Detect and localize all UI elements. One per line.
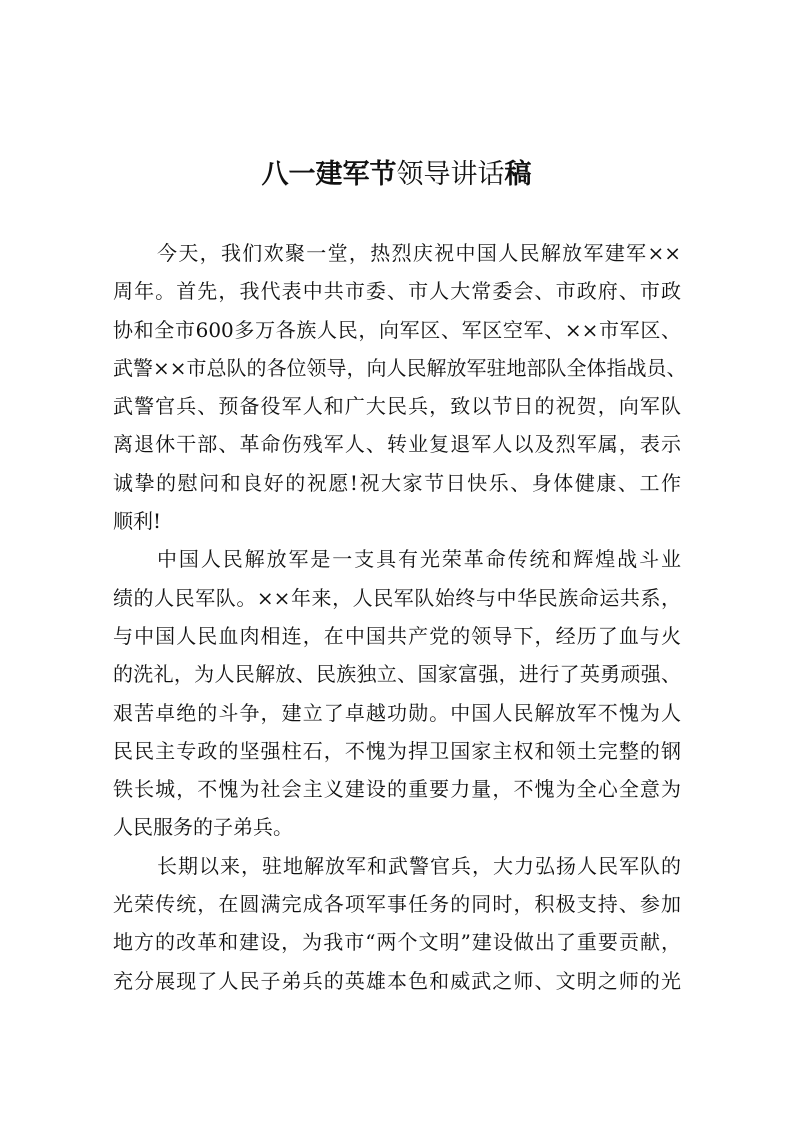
text-line: 艰苦卓绝的斗争，建立了卓越功勋。中国人民解放军不愧为人 <box>113 700 681 725</box>
text-line: 民民主专政的坚强柱石，不愧为捍卫国家主权和领土完整的钢 <box>113 738 681 763</box>
text-line: 武警官兵、预备役军人和广大民兵，致以节日的祝贺，向军队 <box>113 394 681 419</box>
title-part-bold: 八一建军节 <box>261 159 397 190</box>
text-line: 充分展现了人民子弟兵的英雄本色和威武之师、文明之师的光 <box>113 968 681 993</box>
paragraph <box>113 540 681 846</box>
title-part-bold-end: 稿 <box>504 159 532 190</box>
text-line: 周年。首先，我代表中共市委、市人大常委会、市政府、市政 <box>113 279 681 304</box>
text-line: 与中国人民血肉相连，在中国共产党的领导下，经历了血与火 <box>113 623 681 648</box>
text-line: 顺利! <box>113 509 162 534</box>
text-line: 人民服务的子弟兵。 <box>113 815 293 840</box>
text-line: 绩的人民军队。××年来，人民军队始终与中华民族命运共系， <box>113 585 681 610</box>
document-title <box>0 155 793 195</box>
text-line: 协和全市600多万各族人民，向军区、军区空军、××市军区、 <box>113 317 681 342</box>
text-line: 武警××市总队的各位领导，向人民解放军驻地部队全体指战员、 <box>113 355 687 380</box>
text-line: 诚挚的慰问和良好的祝愿!祝大家节日快乐、身体健康、工作 <box>113 470 681 495</box>
text-line: 铁长城，不愧为社会主义建设的重要力量，不愧为全心全意为 <box>113 777 681 802</box>
text-line: 光荣传统，在圆满完成各项军事任务的同时，积极支持、参加 <box>113 892 681 917</box>
paragraph <box>113 847 681 1000</box>
text-line: 长期以来，驻地解放军和武警官兵，大力弘扬人民军队的 <box>157 853 681 878</box>
paragraph <box>113 234 687 540</box>
text-line: 今天，我们欢聚一堂，热烈庆祝中国人民解放军建军×× <box>157 241 681 265</box>
title-part-regular: 领导讲话 <box>396 159 505 190</box>
text-line: 离退休干部、革命伤残军人、转业复退军人以及烈军属，表示 <box>113 432 681 457</box>
document-body <box>113 234 687 1000</box>
text-line: 中国人民解放军是一支具有光荣革命传统和辉煌战斗业 <box>157 547 681 572</box>
text-line: 地方的改革和建设，为我市“两个文明”建设做出了重要贡献， <box>113 930 681 955</box>
text-line: 的洗礼，为人民解放、民族独立、国家富强，进行了英勇顽强、 <box>113 662 681 687</box>
